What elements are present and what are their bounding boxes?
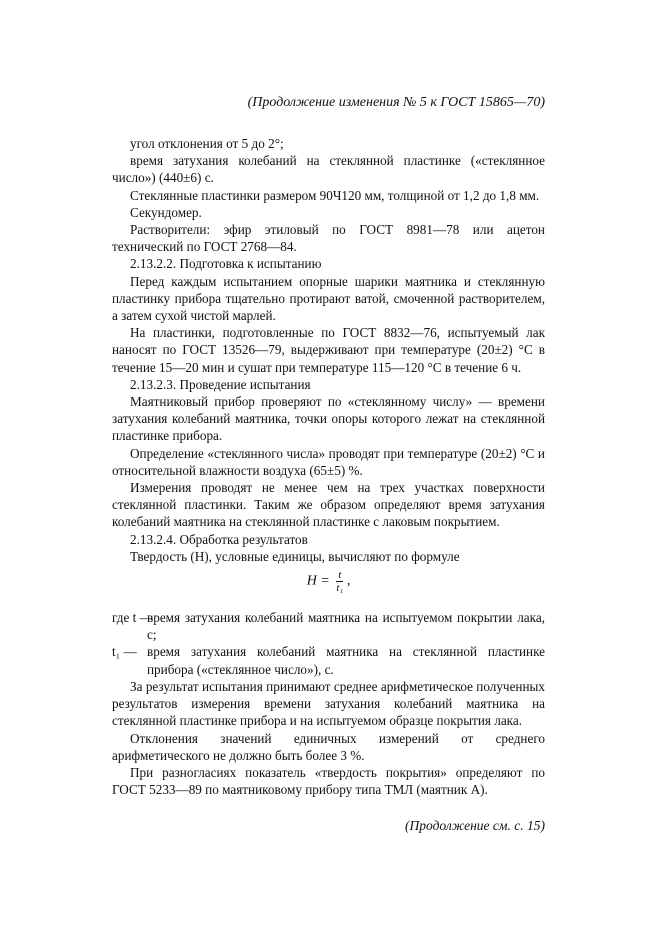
paragraph: При разногласиях показатель «твердость покрытия» определяют по ГОСТ 5233—89 по маятниковому прибору типа ТМЛ (маятник А).	[112, 764, 545, 798]
definition-item	[112, 643, 545, 677]
paragraph: Твердость (Н), условные единицы, вычисляют по формуле	[130, 548, 460, 564]
definition-text: время затухания колебаний маятника на стеклянной пластинке прибора («стеклянное число»), с.	[147, 644, 545, 677]
formula-denominator: t₁	[336, 582, 344, 595]
paragraph: Перед каждым испытанием опорные шарики маятника и стеклянную пластинку прибора тщательно протирают ватой, смоченной растворителем, а затем сухой чистой марлей.	[112, 273, 545, 324]
document-page	[112, 95, 545, 834]
paragraph: Секундомер.	[130, 204, 202, 220]
paragraph: Отклонения значений единичных измерений от среднего арифметического не должно быть более 3 %.	[112, 730, 545, 763]
definition-item	[112, 609, 545, 643]
formula-fraction	[336, 569, 343, 594]
continuation-note: (Продолжение см. с. 15)	[405, 818, 545, 834]
definition-symbol: t₁ —	[112, 644, 137, 660]
paragraph: Измерения проводят не менее чем на трех участках поверхности стеклянной пластинки. Таким же образом определяют время затухания колебаний маятника на стеклянной пластинке с лаковым покрытием.	[112, 480, 545, 530]
section-heading: 2.13.2.2. Подготовка к испытанию	[130, 256, 322, 272]
formula-lhs: Н =	[306, 573, 330, 589]
hardness-formula	[112, 569, 545, 603]
paragraph: За результат испытания принимают среднее арифметическое полученных результатов измерения времени затухания колебаний маятника на стеклянной пластинке прибора и на испытуемом образце покрытия лака.	[112, 678, 545, 729]
page-header: (Продолжение изменения № 5 к ГОСТ 15865—70)	[247, 95, 545, 110]
paragraph: Определение «стеклянного числа» проводят при температуре (20±2) °С и относительной влажности воздуха (65±5) %.	[112, 445, 545, 478]
paragraph: Растворители: эфир этиловый по ГОСТ 8981—78 или ацетон технический по ГОСТ 2768—84.	[112, 222, 545, 255]
formula-numerator: t	[338, 569, 342, 582]
definition-symbol: где t —	[112, 610, 153, 626]
section-heading: 2.13.2.3. Проведение испытания	[130, 376, 311, 392]
paragraph: время затухания колебаний на стеклянной пластинке («стеклянное число») (440±6) с.	[112, 153, 545, 186]
paragraph: Стеклянные пластинки размером 90Ч120 мм, толщиной от 1,2 до 1,8 мм.	[130, 187, 540, 203]
section-heading: 2.13.2.4. Обработка результатов	[130, 531, 308, 547]
paragraph: Маятниковый прибор проверяют по «стеклянному числу» — времени затухания колебаний маятника, точки опоры которого лежат на стеклянной пластинке прибора.	[112, 394, 545, 444]
definition-text: время затухания колебаний маятника на испытуемом покрытии лака, с;	[147, 610, 545, 643]
paragraph: угол отклонения от 5 до 2°;	[130, 136, 284, 151]
paragraph: На пластинки, подготовленные по ГОСТ 8832—76, испытуемый лак наносят по ГОСТ 13526—79, выдерживают при температуре (20±2) °С в течение 15—20 мин и сушат при температуре 115—120 °С в течение 6 ч.	[112, 325, 545, 375]
formula-tail: ,	[346, 573, 351, 589]
